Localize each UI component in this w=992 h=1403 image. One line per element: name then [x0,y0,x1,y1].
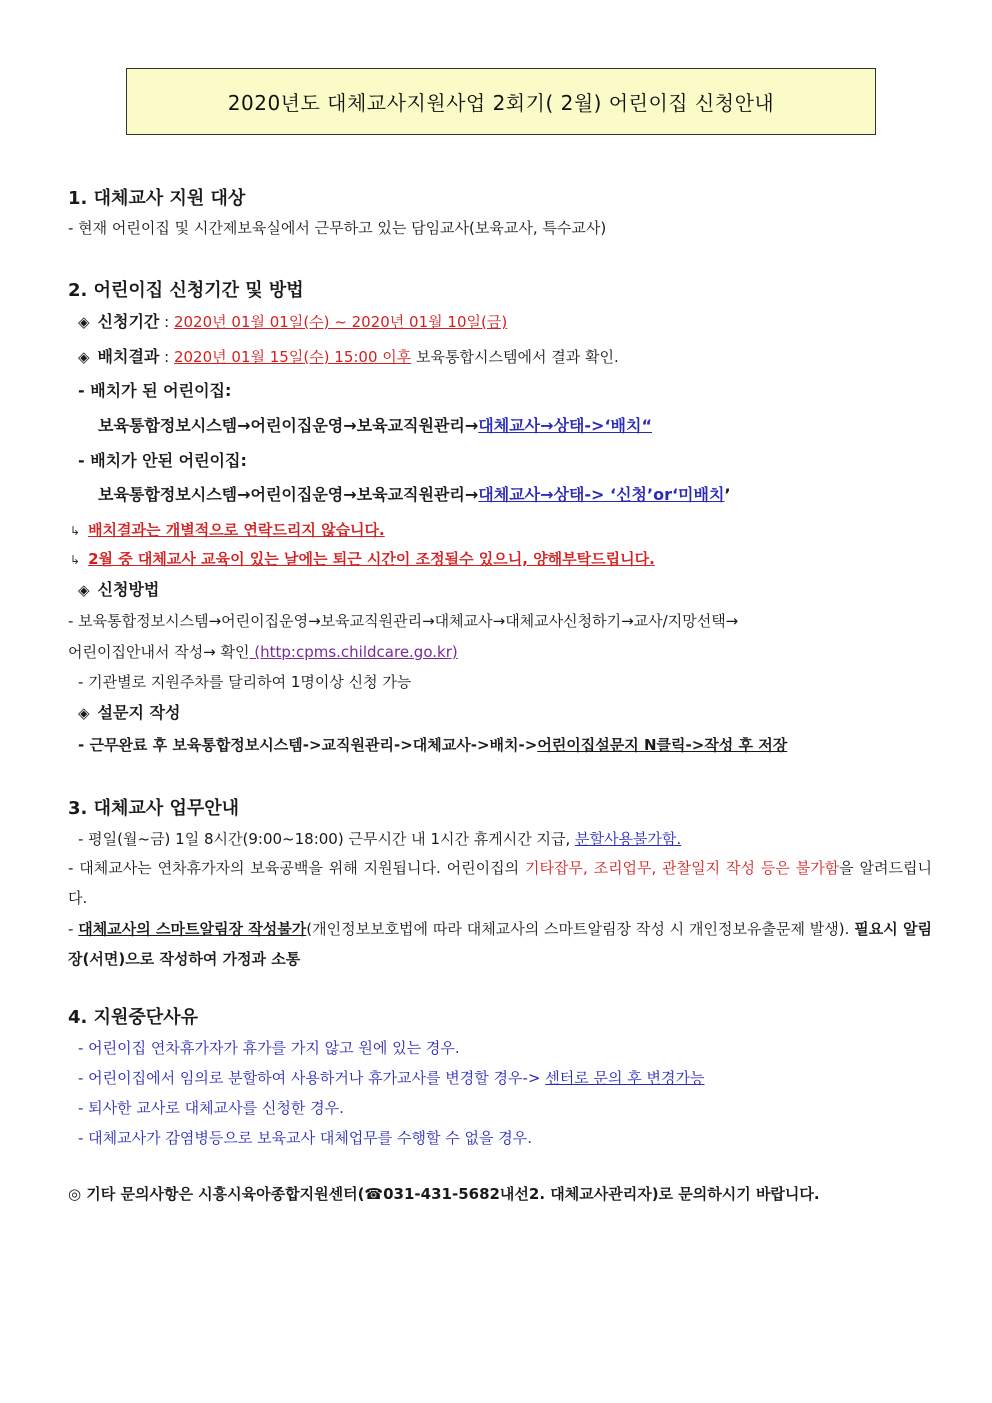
survey-link[interactable]: 어린이집설문지 N클릭->작성 후 저장 [537,736,788,754]
method-line-1: - 보육통합정보시스템→어린이집운영→보육교직원관리→대체교사→대체교사신청하기→교사/지망선택→ [68,612,739,630]
placed-status-link[interactable]: 대체교사→상태->‘배치“ [478,416,652,435]
return-arrow-icon: ↳ [70,553,81,567]
note-2-text: 2월 중 대체교사 교육이 있는 날에는 퇴근 시간이 조정될수 있으니, 양해부탁드립니다. [88,550,655,568]
unplaced-heading: - 배치가 안된 어린이집: [78,451,247,470]
stop-reason-3: - 퇴사한 교사로 대체교사를 신청한 경우. [78,1099,344,1117]
return-arrow-icon: ↳ [70,524,81,538]
unplaced-path-text: 보육통합정보시스템→어린이집운영→보육교직원관리→ [98,485,479,504]
unplaced-status-link[interactable]: 대체교사→상태-> ‘신청’or‘미배치 [478,485,725,504]
method-line-2 [68,641,458,663]
period-row [78,311,507,333]
unplaced-path [98,484,731,506]
method-line-2-text: 어린이집안내서 작성→ 확인 [68,643,250,661]
section-1-line: - 현재 어린이집 및 시간제보육실에서 근무하고 있는 담임교사(보육교사, 특수교사) [68,219,607,237]
prohibited-tasks-text: 기타잡무, 조리업무, 관찰일지 작성 등은 불가함 [524,859,840,877]
page-title [126,68,876,135]
no-split-use-text: 분할사용불가함. [574,830,682,848]
result-row [78,346,619,368]
placed-path [98,415,652,437]
period-label: 신청기간 [97,312,160,331]
result-label: 배치결과 [97,347,160,366]
period-sep: : [159,313,174,331]
unplaced-tail: ’ [724,485,731,504]
diamond-icon: ◈ [78,348,90,366]
result-sep: : [159,348,174,366]
work-line-1-text: - 평일(월~금) 1일 8시간(9:00~18:00) 근무시간 내 1시간 휴게시간 지급, [78,830,575,848]
work-line-2 [68,853,932,913]
survey-line [78,734,787,756]
method-label: 신청방법 [97,580,160,599]
stop-reason-2-link: 센터로 문의 후 변경가능 [545,1069,705,1087]
stop-reason-4: - 대체교사가 감염병등으로 보육교사 대체업무를 수행할 수 없을 경우. [78,1129,533,1147]
work-line-2-text: - 대체교사는 연차휴가자의 보육공백을 위해 지원됩니다. 어린이집의 [68,859,525,877]
work-line-3-tail: 필요시 알림장(서면)으로 작성하여 가정과 소통 [68,920,933,968]
work-line-3 [68,914,932,974]
method-line-3: - 기관별로 지원주차를 달리하여 1명이상 신청 가능 [78,673,412,691]
diamond-icon: ◈ [78,704,90,722]
section-1-heading: 1. 대체교사 지원 대상 [68,188,246,209]
placed-path-text: 보육통합정보시스템→어린이집운영→보육교직원관리→ [98,416,479,435]
method-row [78,579,159,601]
stop-reason-2 [78,1067,704,1089]
survey-row [78,702,180,724]
work-line-3-text: (개인정보보호법에 따라 대체교사의 스마트알림장 작성 시 개인정보유출문제 발생). [306,920,855,938]
note-1-text: 배치결과는 개별적으로 연락드리지 않습니다. [88,521,385,539]
diamond-icon: ◈ [78,581,90,599]
section-4-heading: 4. 지원중단사유 [68,1007,198,1028]
work-line-1 [78,828,681,850]
result-value: 2020년 01월 15일(수) 15:00 이후 [173,348,412,366]
cpms-link[interactable]: (http:cpms.childcare.go.kr) [249,643,458,661]
diamond-icon: ◈ [78,313,90,331]
footer-contact: ◎ 기타 문의사항은 시흥시육아종합지원센터(☎031-431-5682내선2. 대체교사관리자)로 문의하시기 바랍니다. [68,1185,820,1203]
period-value: 2020년 01월 01일(수) ~ 2020년 01월 10일(금) [173,313,508,331]
section-2-heading: 2. 어린이집 신청기간 및 방법 [68,280,304,301]
smart-notice-prohibited: 대체교사의 스마트알림장 작성불가 [78,920,307,938]
work-line-3-dash: - [68,920,79,938]
survey-label: 설문지 작성 [97,703,181,722]
note-1 [70,519,385,542]
page-title-text: 2020년도 대체교사지원사업 2회기( 2월) 어린이집 신청안내 [227,91,775,115]
section-3-heading: 3. 대체교사 업무안내 [68,798,239,819]
placed-heading: - 배치가 된 어린이집: [78,381,232,400]
result-tail: 보육통합시스템에서 결과 확인. [411,348,619,366]
stop-reason-2-text: - 어린이집에서 임의로 분할하여 사용하거나 휴가교사를 변경할 경우-> [78,1069,546,1087]
note-2 [70,548,655,571]
work-line-2-tail: 을 알려드립니다. [68,859,932,907]
stop-reason-1: - 어린이집 연차휴가자가 휴가를 가지 않고 원에 있는 경우. [78,1039,460,1057]
survey-line-text: - 근무완료 후 보육통합정보시스템->교직원관리->대체교사->배치-> [78,736,538,754]
